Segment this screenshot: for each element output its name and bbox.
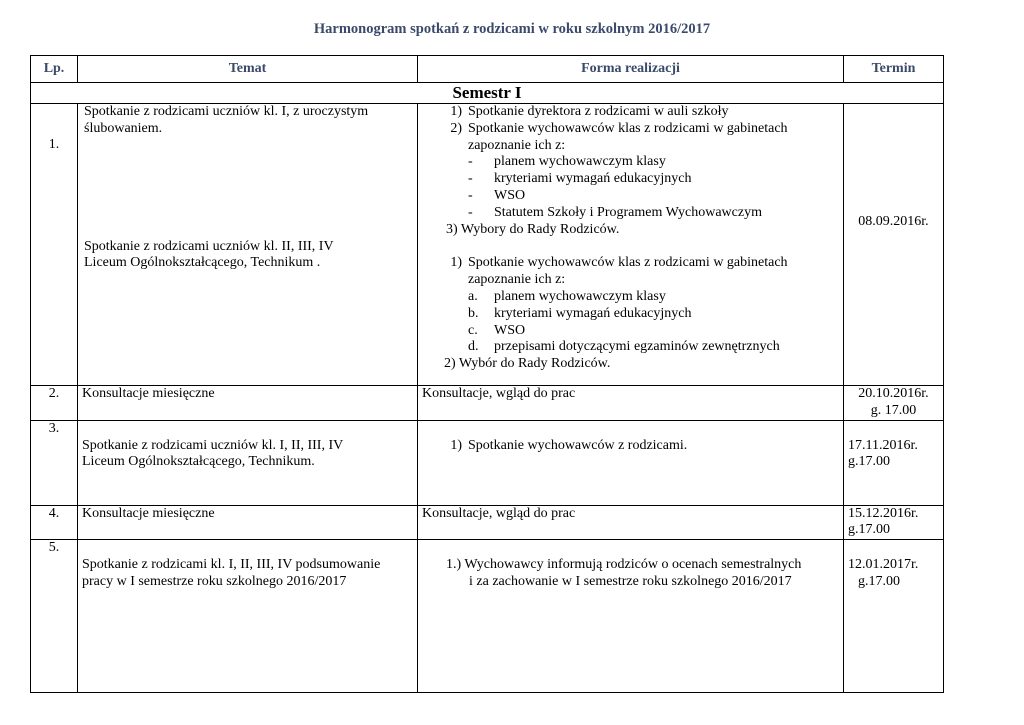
sub-item (468, 171, 839, 188)
row-termin (844, 386, 944, 421)
list-text: Spotkanie wychowawców klas z rodzicami w gabinetach (468, 120, 788, 136)
termin-date: 17.11.2016r. (848, 437, 918, 453)
row-forma (418, 104, 844, 386)
sub-item (468, 188, 839, 205)
temat-text: Spotkanie z rodzicami uczniów kl. I, II, III, IV (82, 437, 344, 453)
sub-text: Statutem Szkoły i Programem Wychowawczym (494, 204, 762, 220)
header-forma: Forma realizacji (418, 56, 844, 83)
row-forma (418, 420, 844, 505)
termin-hour: g.17.00 (848, 522, 890, 538)
row-lp-text: 1. (48, 137, 60, 152)
page-title: Harmonogram spotkań z rodzicami w roku szkolnym 2016/2017 (313, 21, 711, 37)
row-lp: 2. (31, 386, 78, 421)
sub-text: WSO (494, 322, 526, 338)
bullet-marker: - (468, 187, 473, 203)
row-temat (78, 104, 418, 386)
temat-text: Spotkanie z rodzicami uczniów kl. I, z uroczystym ślubowaniem. (84, 104, 369, 136)
temat-text: Spotkanie z rodzicami uczniów kl. II, III, IV (84, 238, 334, 254)
temat-text: pracy w I semestrze roku szkolnego 2016/2017 (82, 573, 347, 589)
header-temat: Temat (78, 56, 418, 83)
list-text: zapoznanie ich z: (468, 272, 566, 288)
list-number: 1) (450, 437, 462, 453)
sub-text: kryteriami wymagań edukacyjnych (494, 171, 692, 187)
table-row (31, 420, 944, 505)
list-text: Spotkanie wychowawców klas z rodzicami w gabinetach (468, 255, 788, 271)
termin-hour: g. 17.00 (870, 402, 917, 418)
header-termin: Termin (844, 56, 944, 83)
bullet-marker: - (468, 171, 473, 187)
bullet-marker: a. (468, 288, 478, 304)
schedule-table (30, 55, 944, 693)
semester-row (31, 83, 944, 104)
termin-hour: g.17.00 (848, 454, 890, 470)
sub-item (468, 289, 839, 306)
row-termin (844, 420, 944, 505)
table-row (31, 540, 944, 693)
sub-item (468, 339, 839, 356)
header-lp: Lp. (31, 56, 78, 83)
sub-item (468, 306, 839, 323)
sub-item (468, 205, 839, 222)
termin-text: 08.09.2016r. (858, 214, 929, 229)
list-item (422, 104, 839, 121)
list-item (422, 121, 839, 138)
list-item (422, 438, 839, 455)
temat-text: Liceum Ogólnokształcącego, Technikum. (82, 454, 315, 470)
termin-date: 15.12.2016r. (848, 505, 919, 521)
row-lp: 3. (31, 420, 78, 505)
list-text: Spotkanie wychowawców z rodzicami. (468, 437, 688, 453)
list-text: zapoznanie ich z: (468, 137, 566, 153)
list-item (422, 272, 839, 289)
list-text: 2) Wybór do Rady Rodziców. (444, 356, 611, 372)
table-row (31, 505, 944, 540)
row-temat (78, 540, 418, 693)
row-lp: 5. (31, 540, 78, 693)
bullet-marker: b. (468, 305, 479, 321)
row-temat: Konsultacje miesięczne (78, 505, 418, 540)
row-forma: Konsultacje, wgląd do prac (418, 386, 844, 421)
temat-text: Spotkanie z rodzicami kl. I, II, III, IV podsumowanie (82, 557, 381, 573)
sub-text: planem wychowawczym klasy (494, 154, 666, 170)
row-lp: 4. (31, 505, 78, 540)
forma-text: 1.) Wychowawcy informują rodziców o ocenach semestralnych (446, 557, 802, 573)
bullet-marker: d. (468, 339, 479, 355)
sub-text: planem wychowawczym klasy (494, 288, 666, 304)
table-row (31, 386, 944, 421)
list-text: 3) Wybory do Rady Rodziców. (446, 221, 620, 237)
bullet-marker: c. (468, 322, 478, 338)
row-temat: Konsultacje miesięczne (78, 386, 418, 421)
sub-text: przepisami dotyczącymi egzaminów zewnętrznych (494, 339, 780, 355)
bullet-marker: - (468, 204, 473, 220)
temat-text: Liceum Ogólnokształcącego, Technikum . (84, 255, 321, 271)
sub-text: WSO (494, 187, 526, 203)
termin-hour: g.17.00 (858, 573, 900, 589)
row-termin (844, 505, 944, 540)
table-header-row (31, 56, 944, 83)
list-item (422, 255, 839, 272)
list-number: 1) (450, 104, 462, 119)
table-row (31, 104, 944, 386)
row-temat (78, 420, 418, 505)
row-lp (31, 104, 78, 386)
row-forma: Konsultacje, wgląd do prac (418, 505, 844, 540)
semester-label: Semestr I (31, 83, 944, 104)
sub-text: kryteriami wymagań edukacyjnych (494, 305, 692, 321)
row-termin (844, 540, 944, 693)
forma-text: i za zachowanie w I semestrze roku szkolnego 2016/2017 (469, 573, 792, 589)
row-forma (418, 540, 844, 693)
list-number: 2) (450, 120, 462, 136)
list-item (422, 138, 839, 155)
termin-date: 12.01.2017r. (848, 557, 919, 573)
sub-item (468, 323, 839, 340)
termin-date: 20.10.2016r. (858, 386, 929, 401)
bullet-marker: - (468, 154, 473, 170)
sub-item (468, 154, 839, 171)
row-termin (844, 104, 944, 386)
list-text: Spotkanie dyrektora z rodzicami w auli szkoły (468, 104, 729, 119)
list-number: 1) (450, 255, 462, 271)
